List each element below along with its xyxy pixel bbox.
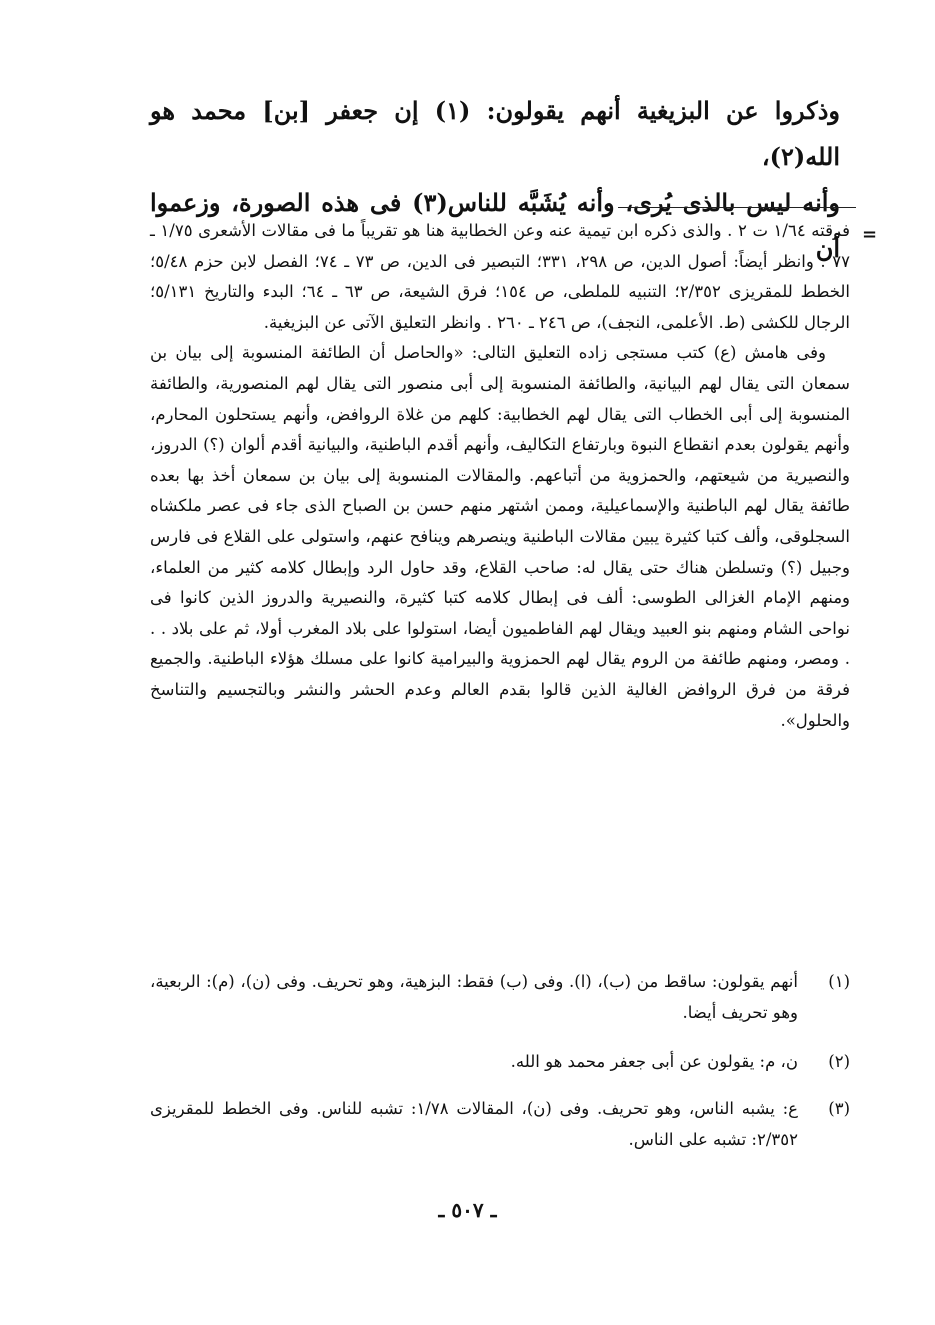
footnote-3-number: (٣) bbox=[828, 1099, 850, 1118]
continued-footnote-para-1: فرقته ١/٦٤ ت ٢ . والذى ذكره ابن تيمية عنه وعن الخطابية هنا هو تقريباً ما فى مقالات الأشعرى ١/٧٥ ـ ٧٧ . وانظر أيضاً: أصول الدين، ص ٢٩٨، ٣٣١؛ التبصير فى الدين، ص ٧٣ ـ ٧٤؛ الفصل لابن حزم ٥/٤٨؛ الخطط للمقريزى ٢/٣٥٢؛ التنبيه للملطى، ص ١٥٤؛ فرق الشيعة، ص ٦٣ ـ ٦٤؛ البدء والتاريخ ٥/١٣١؛ الرجال للكشى (ط. الأعلمى، النجف)، ص ٢٤٦ ـ ٢٦٠ . وانظر التعليق الآتى عن البزيغية. bbox=[150, 221, 850, 332]
main-text-line-2: وأنه ليس بالذى يُرى، وأنه يُشَبَّه للناس(٣) فى هذه الصورة، وزعموا أن bbox=[150, 188, 841, 263]
footnote-3 bbox=[150, 1094, 850, 1155]
footnote-1 bbox=[150, 967, 850, 1028]
footnote-2 bbox=[150, 1047, 850, 1078]
main-text-line-1: وذكروا عن البزيغية أنهم يقولون: (١) إن جعفر [بن] محمد هو الله(٢)، bbox=[150, 96, 840, 171]
footnote-3-text: ع: يشبه الناس، وهو تحريف. وفى (ن)، المقالات ١/٧٨: تشبه للناس. وفى الخطط للمقريزى ٢/٣٥٢: تشبه على الناس. bbox=[150, 1099, 798, 1149]
continued-footnote bbox=[150, 216, 850, 736]
page-number: ـ ٥٠٧ ـ bbox=[438, 1198, 497, 1222]
continuation-marker: = bbox=[862, 224, 878, 245]
footnote-1-text: أنهم يقولون: ساقط من (ب)، (ا). وفى (ب) فقط: البزهية، وهو تحريف. وفى (ن)، (م): الربعية، وهو تحريف أيضا. bbox=[150, 972, 798, 1022]
footnote-1-number: (١) bbox=[828, 972, 850, 991]
footnote-2-number: (٢) bbox=[828, 1052, 850, 1071]
continued-footnote-para-2: وفى هامش (ع) كتب مستجى زاده التعليق التالى: «والحاصل أن الطائفة المنسوبة إلى بيان بن سمعان التى يقال لهم البيانية، والطائفة المنسوبة إلى أبى منصور التى يقال لهم المنصورية، والطائفة المنسوبة إلى أبى الخطاب التى يقال لهم الخطابية: كلهم من غلاة الروافض، وأنهم يستحلون المحارم، وأنهم يقولون بعدم انقطاع النبوة وبارتفاع التكاليف، وأنهم أقدم الباطنية، والبيانية أقدم ألوان (؟) الدروز، والنصيرية من شيعتهم، والحمزوية من أتباعهم. والمقالات المنسوبة إلى بيان بن سمعان أخذ بها بعده طائفة يقال لهم الباطنية والإسماعيلية، وممن اشتهر منهم حسن بن الصباح الذى جاء فى عصر ملكشاه السجلوقى، وألف كتبا كثيرة يبين مقالات الباطنية وينصرهم وينافح عنهم، واستولى على القلاع فى فارس وجبيل (؟) وتسلطن هناك حتى يقال له: صاحب القلاع، وقد حاول الرد وإبطال كلامه كثير من العلماء، ومنهم الإمام الغزالى الطوسى: ألف فى إبطال كلامه كتبا كثيرة، والنصيرية والدروز الذين كانوا فى نواحى الشام ومنهم بنو العبيد ويقال لهم الفاطميون أيضا، استولوا على بلاد المغرب أولا، ثم على بلاد . . . ومصر، ومنهم طائفة من الروم يقال لهم الحمزوية والبيرامية كانوا على مسلك هؤلاء الباطنية. والجميع فرقة من فرق الروافض الغالية الذين قالوا بقدم العالم وعدم الحشر والنشر وبالتجسيم والتناسخ والحلول». bbox=[150, 343, 850, 730]
footnote-2-text: ن، م: يقولون عن أبى جعفر محمد هو الله. bbox=[510, 1052, 798, 1071]
footnote-separator bbox=[618, 207, 856, 208]
